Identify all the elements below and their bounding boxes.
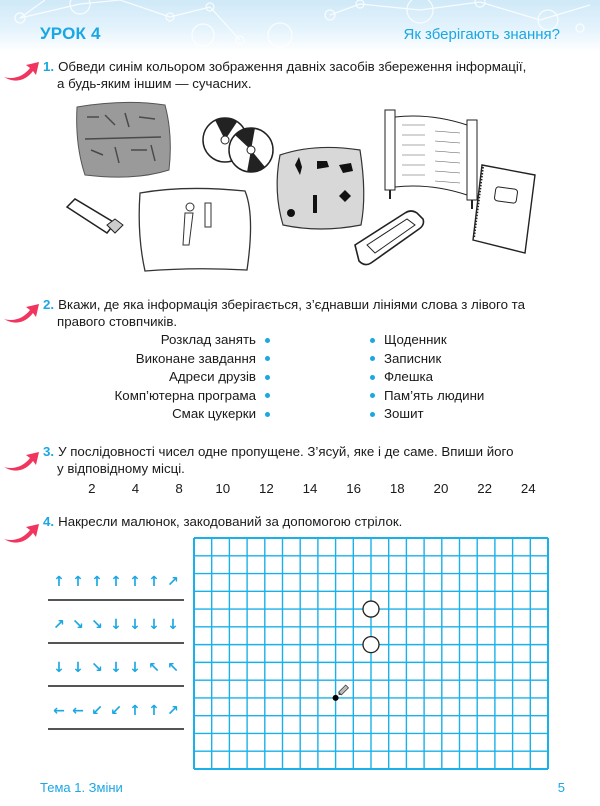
match-left-item[interactable]: Смак цукерки [115, 405, 270, 424]
sequence-number: 24 [520, 481, 536, 496]
arrow-code-row [48, 614, 184, 657]
match-right-item[interactable]: Флешка [370, 368, 484, 387]
task-text-continued: у відповідному місці. [57, 461, 185, 476]
answer-line[interactable] [48, 599, 184, 601]
arrow-down-icon: ↓ [110, 660, 122, 676]
task-3 [43, 443, 563, 477]
arrow-down-icon: ↓ [72, 660, 84, 676]
clay-tablet-image[interactable] [77, 102, 171, 177]
footer-topic: Тема 1. Зміни [40, 780, 123, 795]
sequence-number: 16 [346, 481, 362, 496]
arrow-down-icon: ↓ [129, 660, 141, 676]
task-number: 2. [43, 297, 55, 312]
cave-painting-image[interactable] [277, 147, 364, 229]
arrow-down-icon: ↓ [53, 660, 65, 676]
connector-dot[interactable] [370, 375, 375, 380]
page-number: 5 [557, 780, 565, 795]
task-number: 4. [43, 514, 55, 529]
arrow-up-right-icon: ↗ [167, 574, 179, 590]
arrow-code-row [48, 571, 184, 614]
smartphone-image[interactable] [355, 211, 424, 265]
task-1 [43, 58, 563, 92]
pointer-arrow-icon [2, 300, 42, 330]
task-text-continued: правого стовпчиків. [57, 314, 178, 329]
match-right-item[interactable]: Пам’ять людини [370, 387, 484, 406]
answer-line[interactable] [48, 685, 184, 687]
connector-dot[interactable] [265, 356, 270, 361]
arrow-down-right-icon: ↘ [91, 660, 103, 676]
arrow-left-icon: ← [53, 703, 65, 719]
task-text: Вкажи, де яка інформація зберігається, з’єднавши лініями слова з лівого та [58, 297, 526, 312]
arrow-down-right-icon: ↘ [91, 617, 103, 633]
arrow-up-icon: ↑ [148, 703, 160, 719]
arrow-down-icon: ↓ [129, 617, 141, 633]
match-right-item[interactable]: Записник [370, 350, 484, 369]
connector-dot[interactable] [370, 356, 375, 361]
connector-dot[interactable] [265, 393, 270, 398]
papyrus-scroll-image[interactable] [139, 188, 250, 271]
sequence-number: 14 [302, 481, 318, 496]
match-left-column [115, 331, 270, 424]
arrow-code-rows [48, 571, 184, 743]
pointer-arrow-icon [2, 448, 42, 478]
sequence-number: 22 [477, 481, 492, 496]
arrow-code-row [48, 700, 184, 743]
arrow-up-right-icon: ↗ [167, 703, 179, 719]
arrow-up-left-icon: ↖ [148, 660, 160, 676]
arrow-down-left-icon: ↙ [110, 703, 122, 719]
arrow-up-icon: ↑ [148, 574, 160, 590]
sequence-number: 18 [389, 481, 405, 496]
arrow-up-icon: ↑ [72, 574, 84, 590]
arrow-up-icon: ↑ [110, 574, 122, 590]
arrow-down-icon: ↓ [148, 617, 160, 633]
task-2 [43, 296, 563, 330]
arrow-up-icon: ↑ [129, 574, 141, 590]
pencil-icon [337, 685, 348, 696]
sequence-number: 20 [433, 481, 449, 496]
connector-dot[interactable] [265, 375, 270, 380]
topic-title: Як зберігають знання? [403, 26, 560, 43]
start-point-dot [333, 695, 339, 701]
sequence-number: 4 [131, 481, 140, 496]
match-left-item[interactable]: Розклад занять [115, 331, 270, 350]
drawing-grid[interactable] [193, 537, 549, 775]
task-text: У послідовності чисел одне пропущене. З’ясуй, яке і де саме. Впиши його [58, 444, 514, 459]
usb-flash-drive-image[interactable] [67, 199, 123, 233]
eye-circle-mark [363, 637, 379, 653]
lesson-title: УРОК 4 [40, 24, 101, 43]
spiral-notebook-image[interactable] [473, 165, 535, 253]
arrow-code-row [48, 657, 184, 700]
arrow-down-right-icon: ↘ [72, 617, 84, 633]
sequence-number: 2 [88, 481, 96, 496]
match-left-item[interactable]: Виконане завдання [115, 350, 270, 369]
task-4 [43, 513, 563, 530]
match-right-column [370, 331, 484, 424]
arrow-up-right-icon: ↗ [53, 617, 65, 633]
task-text-continued: а будь-яким іншим — сучасних. [57, 76, 252, 91]
arrow-down-left-icon: ↙ [91, 703, 103, 719]
connector-dot[interactable] [370, 393, 375, 398]
answer-line[interactable] [48, 728, 184, 730]
storage-media-images [55, 95, 575, 275]
arrow-left-icon: ← [72, 703, 84, 719]
connector-dot[interactable] [370, 338, 375, 343]
match-right-item[interactable]: Зошит [370, 405, 484, 424]
arrow-up-left-icon: ↖ [167, 660, 179, 676]
sequence-number: 12 [258, 481, 274, 496]
connector-dot[interactable] [265, 412, 270, 417]
arrow-down-icon: ↓ [167, 617, 179, 633]
connector-dot[interactable] [265, 338, 270, 343]
task-number: 3. [43, 444, 55, 459]
arrow-up-icon: ↑ [91, 574, 103, 590]
torah-scroll-image[interactable] [385, 110, 477, 209]
task-text: Накресли малюнок, закодований за допомогою стрілок. [58, 514, 403, 529]
number-sequence [70, 481, 550, 496]
pointer-arrow-icon [2, 58, 42, 88]
sequence-number: 8 [175, 481, 183, 496]
pointer-arrow-icon [2, 520, 42, 550]
task-text: Обведи синім кольором зображення давніх засобів збереження інформації, [58, 59, 527, 74]
match-right-item[interactable]: Щоденник [370, 331, 484, 350]
connector-dot[interactable] [370, 412, 375, 417]
answer-line[interactable] [48, 642, 184, 644]
arrow-up-icon: ↑ [53, 574, 65, 590]
sequence-number: 10 [215, 481, 231, 496]
match-left-item[interactable]: Комп’ютерна програма [115, 387, 270, 406]
arrow-up-icon: ↑ [129, 703, 141, 719]
eye-circle-mark [363, 601, 379, 617]
arrow-down-icon: ↓ [110, 617, 122, 633]
compact-discs-image[interactable] [203, 118, 273, 172]
match-left-item[interactable]: Адреси друзів [115, 368, 270, 387]
task-number: 1. [43, 59, 55, 74]
